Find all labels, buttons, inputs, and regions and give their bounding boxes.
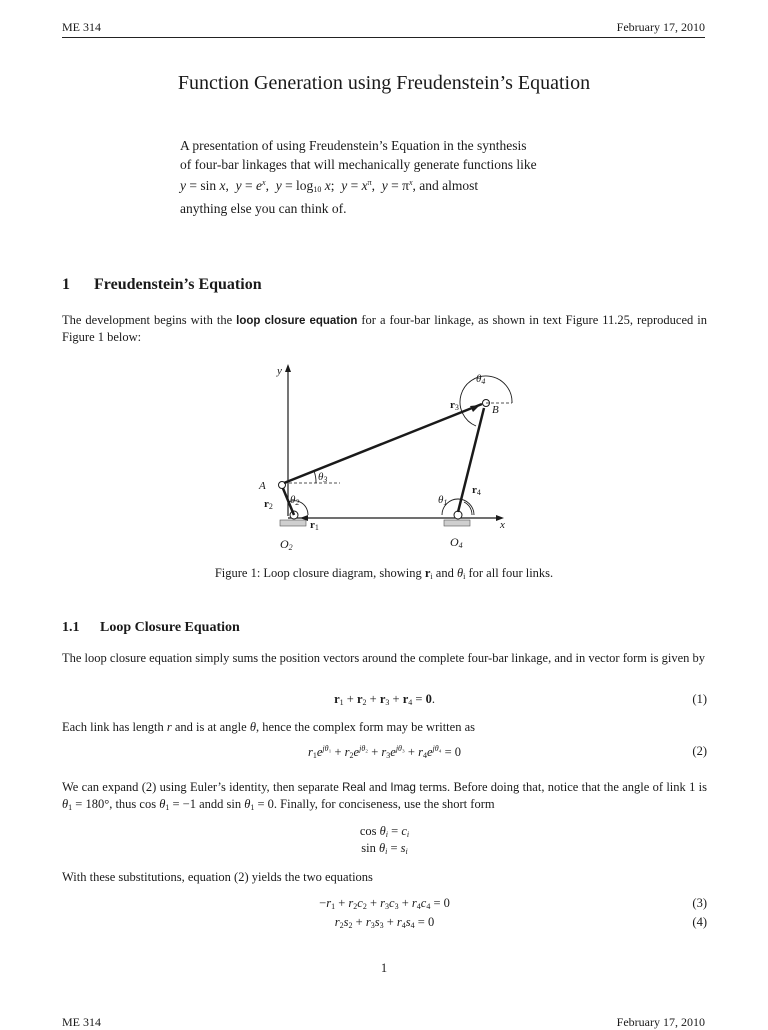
intro-text-pre: The development begins with the bbox=[62, 313, 237, 327]
abstract bbox=[180, 137, 590, 218]
equation-2-body: $r_1e^{j\theta_1} + r_2e^{j\theta_2} + r_3e^{j\theta_3} + r_4e^{j\theta_4} = 0$ bbox=[307, 744, 462, 760]
equation-3 bbox=[62, 896, 707, 911]
equation-4 bbox=[62, 915, 707, 930]
paragraph-loop-closure: The loop closure equation simply sums the position vectors around the complete four-bar linkage, and in vector form is given by bbox=[62, 651, 705, 665]
theta3-arc bbox=[314, 471, 316, 483]
equation-1 bbox=[62, 692, 707, 707]
intro-paragraph bbox=[62, 312, 707, 345]
real-term: Real bbox=[342, 782, 366, 794]
next-course-code: ME 314 bbox=[62, 1015, 101, 1029]
paragraph-euler: We can expand (2) using Euler’s identity, then separate Real and Imag terms. Before doing that, notice that the angle of link 1 is $\theta_1 = 180^\circ$, thus $\cos \theta_1 = -1$ andd $\sin \theta_1 = 0$. Finally, for conciseness, use the short form bbox=[62, 780, 707, 812]
euler-text-b: and bbox=[365, 780, 391, 794]
equation-3-number: (3) bbox=[692, 896, 707, 910]
paper-title: Function Generation using Freudenstein’s Equation bbox=[177, 72, 591, 94]
equation-4-body: $r_2s_2 + r_3s_3 + r_4s_4 = 0$ bbox=[334, 915, 435, 930]
section-heading bbox=[62, 276, 262, 294]
subsection-number: 1.1 bbox=[62, 620, 80, 635]
label-r4: r4 bbox=[472, 484, 481, 497]
label-theta4: θ4 bbox=[476, 373, 486, 386]
equation-2-number: (2) bbox=[692, 744, 707, 758]
label-theta3: θ3 bbox=[318, 471, 328, 484]
section-title: Freudenstein’s Equation bbox=[94, 276, 262, 293]
course-code: ME 314 bbox=[62, 20, 101, 34]
intro-bold-term: loop closure equation bbox=[236, 315, 358, 327]
paragraph-substitutions: With these substitutions, equation (2) yields the two equations bbox=[62, 870, 373, 884]
caption-r-symbol: r bbox=[424, 566, 431, 580]
caption-theta-subscript: i bbox=[463, 572, 466, 581]
subsection-title: Loop Closure Equation bbox=[100, 620, 240, 635]
intro-text-post: for a four-bar linkage, as shown in text Figure 11.25, reproduced in Figure 1 below: bbox=[62, 313, 707, 344]
equation-3-body: $-r_1 + r_2c_2 + r_3c_3 + r_4c_4 = 0$ bbox=[319, 896, 450, 911]
equation-2 bbox=[62, 744, 707, 760]
label-r3: r3 bbox=[450, 399, 459, 412]
section-number: 1 bbox=[62, 276, 70, 293]
y-axis-arrow-icon bbox=[285, 364, 291, 372]
caption-text-pre: Figure 1: Loop closure diagram, showing bbox=[214, 566, 425, 580]
abstract-line-4: anything else you can think of. bbox=[180, 200, 347, 216]
abstract-line-1: A presentation of using Freudenstein’s Equation in the synthesis bbox=[180, 138, 527, 153]
theta4-small-arc bbox=[464, 502, 472, 515]
next-header-date: February 17, 2010 bbox=[616, 1015, 705, 1029]
caption-r-subscript: i bbox=[430, 572, 433, 581]
label-theta1: θ1 bbox=[438, 494, 448, 507]
ground-o4 bbox=[444, 520, 470, 526]
four-bar-linkage-diagram bbox=[250, 358, 520, 558]
euler-text-a: We can expand (2) using Euler’s identity, then separate bbox=[62, 780, 343, 794]
page-number: 1 bbox=[380, 961, 388, 975]
abstract-line-3: y = sin x, $y = e^x$, $y = \log_{10} x$; $y = x^\pi$, $y = \pi^x$, and almost bbox=[180, 178, 479, 194]
header-rule bbox=[62, 37, 705, 38]
equation-1-number: (1) bbox=[692, 692, 707, 706]
label-r1: r1 bbox=[310, 519, 319, 532]
abstract-line-2: of four-bar linkages that will mechanically generate functions like bbox=[180, 156, 537, 172]
caption-text-post: for all four links. bbox=[465, 566, 554, 580]
paragraph-complex-form: Each link has length r and is at angle θ, hence the complex form may be written as bbox=[62, 720, 475, 734]
loop-closure-figure bbox=[250, 358, 520, 562]
next-page-header bbox=[62, 1015, 705, 1030]
label-a: A bbox=[259, 480, 266, 492]
header-date: February 17, 2010 bbox=[616, 20, 705, 34]
label-o2: O2 bbox=[280, 537, 293, 552]
imag-term: Imag bbox=[390, 782, 416, 794]
caption-theta-symbol: θ bbox=[456, 566, 464, 580]
running-header bbox=[62, 20, 705, 35]
pivot-o4 bbox=[454, 511, 462, 519]
label-b: B bbox=[492, 404, 499, 416]
label-o4: O4 bbox=[450, 535, 463, 550]
figure-caption bbox=[0, 566, 768, 581]
equation-4-number: (4) bbox=[692, 915, 707, 929]
ground-o2 bbox=[280, 520, 306, 526]
label-r2: r2 bbox=[264, 498, 273, 511]
short-form-sin: $\sin \theta_i = s_i$ bbox=[361, 841, 408, 856]
caption-text-mid: and bbox=[432, 566, 457, 580]
y-axis-label: y bbox=[277, 365, 282, 377]
subsection-heading bbox=[62, 620, 240, 636]
short-form-cos: $\cos \theta_i = c_i$ bbox=[359, 824, 410, 839]
label-theta2: θ2 bbox=[290, 494, 300, 507]
r3-arrow-icon bbox=[470, 405, 480, 412]
x-axis-label: x bbox=[500, 519, 505, 531]
equation-1-body: $r_1 + r_2 + r_3 + r_4 = 0$. bbox=[334, 692, 435, 707]
